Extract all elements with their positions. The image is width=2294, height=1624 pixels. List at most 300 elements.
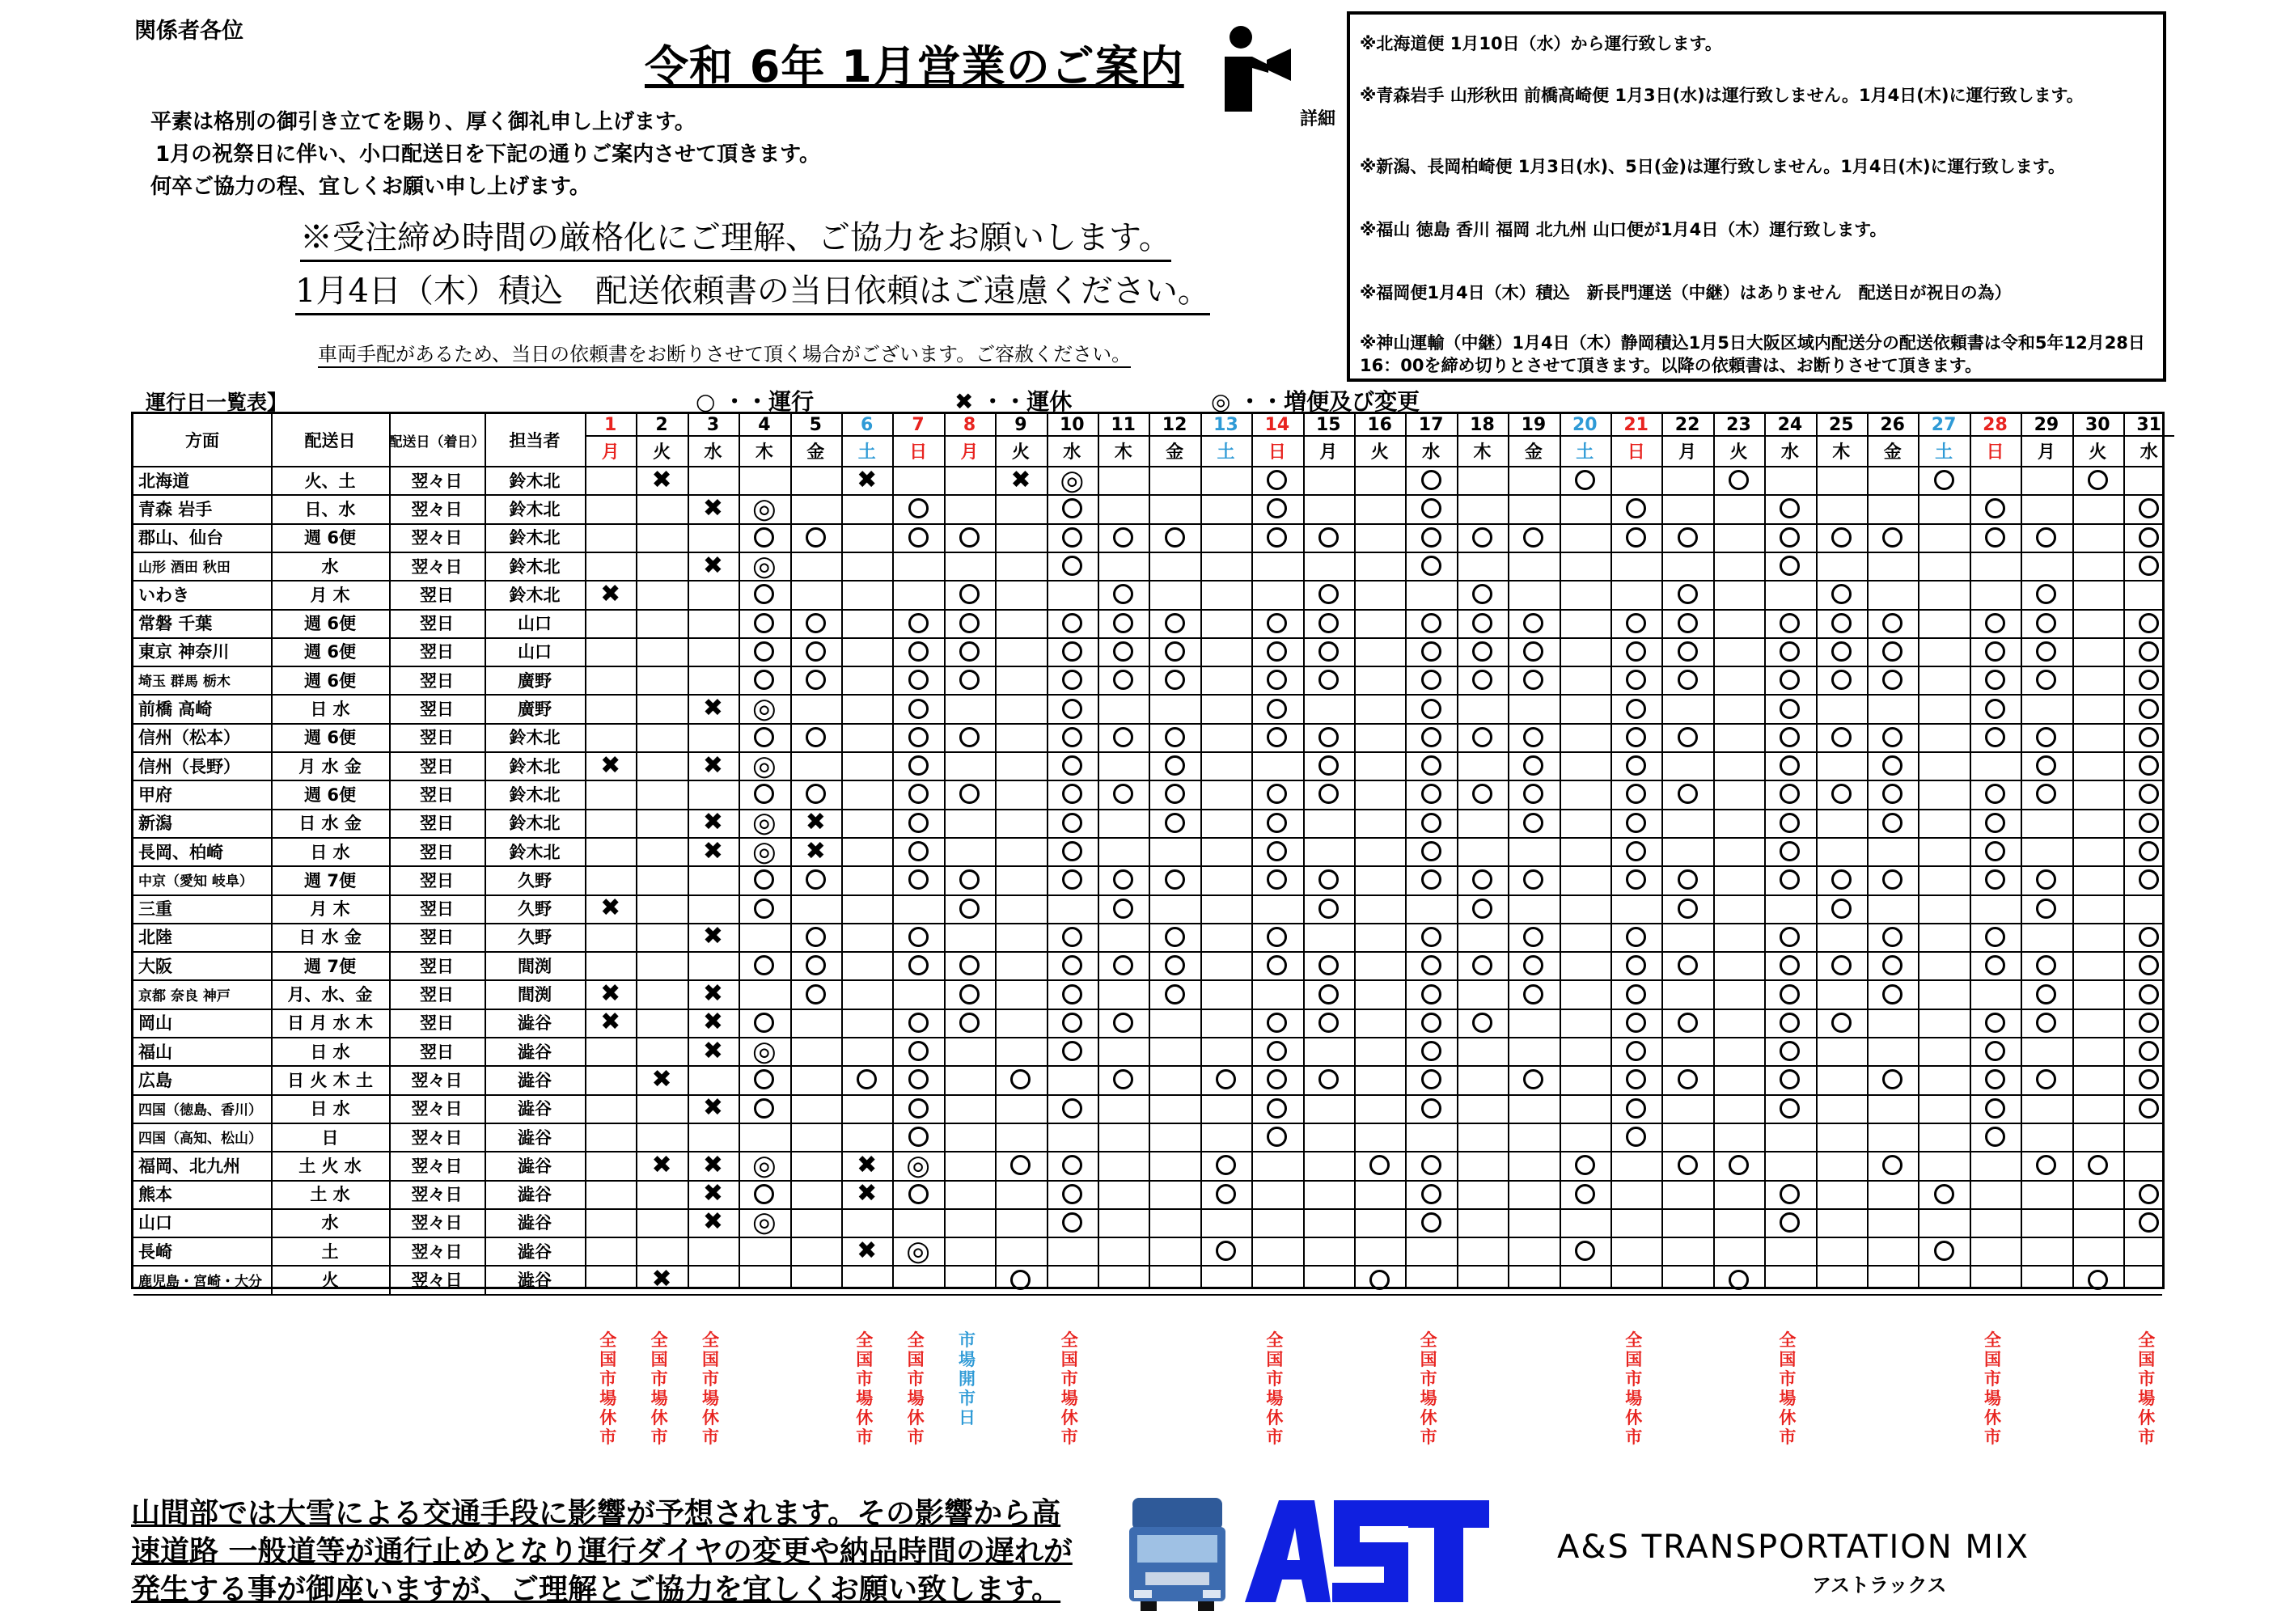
schedule-mark — [1457, 780, 1508, 808]
rest-mark-icon: ✖ — [857, 1179, 878, 1208]
run-mark-icon — [1882, 984, 1902, 1004]
run-mark-icon — [1318, 727, 1339, 747]
run-mark-icon — [908, 869, 929, 890]
run-mark-icon — [1062, 813, 1082, 833]
schedule-mark — [688, 694, 739, 722]
delivery-days: 週 6便 — [304, 728, 356, 748]
run-mark-icon — [2139, 955, 2159, 975]
schedule-mark — [841, 1237, 892, 1265]
schedule-mark — [1610, 666, 1661, 694]
run-mark-icon — [1780, 955, 1800, 975]
run-mark-icon — [1626, 527, 1646, 548]
schedule-mark — [892, 723, 943, 751]
schedule-mark — [892, 951, 943, 979]
person-in-charge: 鈴木北 — [509, 814, 561, 834]
run-mark-icon — [2139, 1184, 2159, 1204]
run-mark-icon — [2036, 1069, 2056, 1089]
run-mark-icon — [908, 1069, 929, 1089]
run-mark-icon — [1267, 955, 1287, 975]
route-area: 福山 — [138, 1042, 172, 1062]
weekday: 金 — [806, 442, 825, 463]
schedule-mark — [790, 865, 841, 894]
schedule-mark — [1867, 523, 1918, 552]
run-mark-icon — [1985, 527, 2005, 548]
run-mark-icon — [1882, 727, 1902, 747]
schedule-mark — [790, 809, 841, 837]
run-mark-icon — [1626, 641, 1646, 662]
schedule-mark — [1149, 666, 1200, 694]
arrival-day: 翌日 — [420, 899, 454, 920]
weekday: 火 — [1729, 442, 1748, 463]
schedule-mark — [892, 609, 943, 637]
run-mark-icon — [1575, 470, 1595, 490]
schedule-mark — [2123, 694, 2174, 722]
schedule-mark — [790, 666, 841, 694]
run-mark-icon — [754, 584, 774, 604]
run-mark-icon — [908, 1098, 929, 1119]
schedule-mark — [2021, 1151, 2072, 1179]
schedule-mark — [1610, 751, 1661, 780]
schedule-mark — [1764, 1208, 1815, 1237]
run-mark-icon — [2139, 670, 2159, 690]
route-area: 長崎 — [138, 1241, 172, 1262]
schedule-mark — [1508, 609, 1559, 637]
run-mark-icon — [1216, 1184, 1236, 1204]
schedule-mark — [688, 837, 739, 865]
run-mark-icon — [1780, 1041, 1800, 1061]
rest-mark-icon: ✖ — [702, 751, 724, 780]
run-mark-icon — [1934, 1184, 1954, 1204]
run-mark-icon — [1985, 1098, 2005, 1119]
run-mark-icon — [1934, 1241, 1954, 1261]
notice-item: ※福山 徳島 香川 福岡 北九州 山口便が1月4日（木）運行致します。 — [1360, 220, 1887, 239]
run-mark-icon — [1421, 1155, 1441, 1175]
schedule-mark — [1508, 1065, 1559, 1093]
schedule-mark — [892, 923, 943, 951]
schedule-mark — [1303, 666, 1354, 694]
person-in-charge: 鈴木北 — [509, 556, 561, 577]
schedule-mark — [1610, 637, 1661, 666]
run-mark-icon — [1626, 699, 1646, 719]
extra-mark-icon: ◎ — [752, 692, 777, 725]
route-area: 信州（長野） — [138, 756, 240, 776]
run-mark-icon — [1780, 755, 1800, 776]
schedule-mark — [1405, 494, 1456, 522]
schedule-mark — [1149, 923, 1200, 951]
schedule-mark — [995, 1265, 1046, 1293]
run-mark-icon — [2139, 927, 2159, 947]
schedule-mark — [1251, 494, 1302, 522]
schedule-mark — [944, 979, 995, 1008]
run-mark-icon — [2139, 498, 2159, 518]
arrival-day: 翌々日 — [411, 1241, 463, 1262]
schedule-mark — [1303, 1009, 1354, 1037]
run-mark-icon — [1421, 927, 1441, 947]
schedule-mark — [1970, 694, 2021, 722]
person-in-charge: 澁谷 — [518, 1013, 552, 1034]
run-mark-icon — [806, 784, 826, 804]
run-mark-icon — [1626, 727, 1646, 747]
schedule-mark — [1970, 1123, 2021, 1151]
schedule-mark — [688, 809, 739, 837]
route-area: 北陸 — [138, 928, 172, 948]
run-mark-icon — [2036, 727, 2056, 747]
schedule-mark — [1200, 1180, 1251, 1208]
schedule-mark — [1867, 780, 1918, 808]
route-area: 東京 神奈川 — [138, 642, 230, 662]
schedule-mark — [841, 1151, 892, 1179]
schedule-mark — [688, 552, 739, 580]
route-area: 熊本 — [138, 1185, 172, 1205]
schedule-mark — [1405, 923, 1456, 951]
schedule-mark — [1764, 694, 1815, 722]
run-mark-icon — [2139, 727, 2159, 747]
route-area: 山形 酒田 秋田 — [138, 560, 231, 577]
schedule-mark — [1251, 666, 1302, 694]
day-number: 18 — [1470, 414, 1495, 435]
schedule-mark — [892, 637, 943, 666]
schedule-mark — [1149, 637, 1200, 666]
person-in-charge: 鈴木北 — [509, 499, 561, 519]
day-number: 2 — [655, 414, 668, 435]
schedule-mark — [1098, 780, 1149, 808]
run-mark-icon — [806, 613, 826, 633]
schedule-mark — [1661, 1009, 1712, 1037]
market-note: 全 国 市 場 休 市 — [1420, 1330, 1437, 1447]
route-area: 常磐 千葉 — [138, 614, 213, 634]
schedule-mark — [1047, 809, 1098, 837]
schedule-mark — [1713, 1265, 1764, 1293]
rest-mark-icon: ✖ — [702, 1008, 724, 1037]
run-mark-icon — [1165, 869, 1185, 890]
day-number: 11 — [1111, 414, 1136, 435]
schedule-mark — [1251, 780, 1302, 808]
weekday: 水 — [1063, 442, 1081, 463]
intro-line-1: 平素は格別の御引き立てを賜り、厚く御礼申し上げます。 — [150, 110, 696, 134]
run-mark-icon — [1010, 1069, 1031, 1089]
schedule-mark — [790, 951, 841, 979]
schedule-mark — [1764, 666, 1815, 694]
route-area: 四国（徳島、香川） — [138, 1102, 262, 1119]
schedule-mark — [1816, 609, 1867, 637]
delivery-days: 日 水 金 — [298, 814, 362, 834]
arrival-day: 翌日 — [420, 1013, 454, 1034]
run-mark-icon — [1523, 755, 1543, 776]
schedule-mark — [1303, 751, 1354, 780]
run-mark-icon — [1472, 899, 1492, 919]
schedule-mark — [1303, 979, 1354, 1008]
arrival-day: 翌日 — [420, 700, 454, 720]
rest-mark-icon: ✖ — [600, 1008, 621, 1037]
arrival-day: 翌日 — [420, 642, 454, 662]
run-mark-icon — [1523, 869, 1543, 890]
rest-mark-icon: ✖ — [702, 1093, 724, 1123]
person-in-charge: 澁谷 — [518, 1127, 552, 1148]
day-number: 22 — [1674, 414, 1700, 435]
schedule-mark — [1661, 609, 1712, 637]
schedule-mark — [1764, 1037, 1815, 1065]
notice-emphasis: ※受注締め時間の厳格化にご理解、ご協力をお願いします。 — [300, 212, 1171, 262]
schedule-mark — [2123, 1094, 2174, 1123]
schedule-mark — [1816, 894, 1867, 923]
notice-date: 1月4日（木）積込 配送依頼書の当日依頼はご遠慮ください。 — [295, 265, 1210, 315]
schedule-mark — [2072, 466, 2123, 494]
arrival-day: 翌々日 — [411, 1271, 463, 1291]
extra-mark-icon: ◎ — [752, 1034, 777, 1068]
schedule-mark — [841, 1065, 892, 1093]
notice-item: ※青森岩手 山形秋田 前橋高崎便 1月3日(水)は運行致しません。1月4日(木)に運行致します。 — [1360, 86, 2084, 105]
schedule-mark — [1047, 865, 1098, 894]
schedule-mark — [2072, 1151, 2123, 1179]
run-mark-icon — [908, 670, 929, 690]
schedule-mark — [585, 894, 636, 923]
schedule-mark — [944, 1009, 995, 1037]
schedule-mark — [1303, 951, 1354, 979]
rest-mark-icon: ✖ — [702, 1207, 724, 1237]
schedule-mark — [892, 1148, 943, 1182]
arrival-day: 翌日 — [420, 728, 454, 748]
run-mark-icon — [1882, 613, 1902, 633]
schedule-mark — [1047, 666, 1098, 694]
schedule-mark — [1508, 951, 1559, 979]
rest-mark-icon: ✖ — [702, 493, 724, 522]
run-mark-icon — [908, 813, 929, 833]
arrival-day: 翌日 — [420, 614, 454, 634]
schedule-mark — [944, 894, 995, 923]
run-mark-icon — [908, 699, 929, 719]
market-note: 全 国 市 場 休 市 — [650, 1330, 668, 1447]
schedule-mark — [739, 951, 789, 979]
run-mark-icon — [1626, 984, 1646, 1004]
schedule-mark — [2021, 751, 2072, 780]
run-mark-icon — [1267, 1013, 1287, 1033]
schedule-mark — [1405, 809, 1456, 837]
run-mark-icon — [1678, 727, 1698, 747]
route-area: 新潟 — [138, 814, 172, 834]
market-note: 全 国 市 場 休 市 — [1060, 1330, 1078, 1447]
run-mark-icon — [754, 1013, 774, 1033]
schedule-mark — [790, 780, 841, 808]
delivery-days: 火、土 — [304, 471, 356, 491]
run-mark-icon — [2036, 613, 2056, 633]
extra-mark-icon: ◎ — [906, 1148, 930, 1182]
person-in-charge: 澁谷 — [518, 1213, 552, 1233]
schedule-mark — [585, 979, 636, 1008]
schedule-mark — [1610, 979, 1661, 1008]
schedule-mark — [1508, 637, 1559, 666]
schedule-mark — [1970, 523, 2021, 552]
run-mark-icon — [1421, 1212, 1441, 1233]
schedule-mark — [739, 492, 789, 525]
run-mark-icon — [1421, 556, 1441, 576]
day-number: 10 — [1059, 414, 1085, 435]
schedule-mark — [1149, 979, 1200, 1008]
run-mark-icon — [908, 927, 929, 947]
rest-mark-icon: ✖ — [702, 551, 724, 580]
run-mark-icon — [2139, 1212, 2159, 1233]
run-mark-icon — [2139, 556, 2159, 576]
person-in-charge: 澁谷 — [518, 1070, 552, 1090]
run-mark-icon — [1318, 784, 1339, 804]
run-mark-icon — [1062, 670, 1082, 690]
run-mark-icon — [1318, 869, 1339, 890]
day-number: 5 — [809, 414, 822, 435]
market-note: 全 国 市 場 休 市 — [599, 1330, 617, 1447]
run-mark-icon — [1421, 784, 1441, 804]
run-mark-icon — [1267, 813, 1287, 833]
run-mark-icon — [2139, 755, 2159, 776]
run-mark-icon — [1267, 641, 1287, 662]
schedule-mark — [2123, 1208, 2174, 1237]
schedule-mark — [636, 1265, 687, 1293]
schedule-mark — [1047, 609, 1098, 637]
day-number: 7 — [912, 414, 925, 435]
route-area: 埼玉 群馬 栃木 — [138, 674, 231, 691]
schedule-mark — [1303, 609, 1354, 637]
schedule-mark — [1251, 1094, 1302, 1123]
schedule-mark — [944, 951, 995, 979]
run-mark-icon — [908, 641, 929, 662]
run-mark-icon — [1678, 1069, 1698, 1089]
schedule-mark — [739, 806, 789, 839]
run-mark-icon — [754, 1098, 774, 1119]
run-mark-icon — [1985, 927, 2005, 947]
schedule-mark — [1251, 466, 1302, 494]
run-mark-icon — [1626, 1013, 1646, 1033]
weekday: 月 — [960, 442, 979, 463]
person-in-charge: 鈴木北 — [509, 785, 561, 805]
run-mark-icon — [1780, 527, 1800, 548]
run-mark-icon — [908, 527, 929, 548]
schedule-mark — [1047, 637, 1098, 666]
run-mark-icon — [1165, 813, 1185, 833]
schedule-mark — [1867, 751, 1918, 780]
schedule-mark — [1457, 723, 1508, 751]
day-number: 26 — [1880, 414, 1905, 435]
schedule-mark — [944, 637, 995, 666]
schedule-mark — [944, 723, 995, 751]
schedule-mark — [1610, 809, 1661, 837]
person-in-charge: 鈴木北 — [509, 842, 561, 862]
schedule-mark — [739, 865, 789, 894]
run-mark-icon — [1985, 813, 2005, 833]
schedule-mark — [1764, 552, 1815, 580]
arrival-day: 翌日 — [420, 785, 454, 805]
schedule-mark — [1457, 894, 1508, 923]
run-mark-icon — [1985, 955, 2005, 975]
weekday: 月 — [2037, 442, 2055, 463]
run-mark-icon — [1780, 1184, 1800, 1204]
run-mark-icon — [1678, 641, 1698, 662]
schedule-mark — [688, 1094, 739, 1123]
schedule-mark — [1251, 637, 1302, 666]
schedule-mark — [739, 666, 789, 694]
run-mark-icon — [1318, 955, 1339, 975]
delivery-days: 月 木 — [310, 899, 350, 920]
rest-mark-icon: ✖ — [702, 1036, 724, 1065]
run-mark-icon — [1113, 670, 1133, 690]
schedule-mark — [1970, 865, 2021, 894]
schedule-mark — [1251, 865, 1302, 894]
arrival-day: 翌々日 — [411, 499, 463, 519]
schedule-mark — [1661, 637, 1712, 666]
run-mark-icon — [2139, 984, 2159, 1004]
schedule-mark — [2123, 1037, 2174, 1065]
schedule-mark — [1405, 780, 1456, 808]
delivery-days: 日、水 — [304, 499, 356, 519]
run-mark-icon — [1985, 1069, 2005, 1089]
schedule-mark — [2021, 951, 2072, 979]
run-mark-icon — [2036, 641, 2056, 662]
schedule-mark — [1816, 723, 1867, 751]
day-number: 21 — [1623, 414, 1649, 435]
run-mark-icon — [1062, 1041, 1082, 1061]
schedule-mark — [1098, 865, 1149, 894]
schedule-mark — [1970, 923, 2021, 951]
run-mark-icon — [908, 755, 929, 776]
run-mark-icon — [1626, 1127, 1646, 1147]
run-mark-icon — [1882, 755, 1902, 776]
schedule-mark — [1560, 466, 1610, 494]
run-mark-icon — [1575, 1184, 1595, 1204]
extra-mark-icon: ◎ — [1060, 463, 1085, 497]
run-mark-icon — [1882, 927, 1902, 947]
schedule-mark — [944, 523, 995, 552]
schedule-mark — [1303, 580, 1354, 608]
schedule-mark — [1405, 865, 1456, 894]
run-mark-icon — [1421, 527, 1441, 548]
run-mark-icon — [1113, 727, 1133, 747]
schedule-mark — [892, 523, 943, 552]
run-mark-icon — [1575, 1241, 1595, 1261]
schedule-mark — [1867, 637, 1918, 666]
schedule-mark — [1405, 552, 1456, 580]
schedule-mark — [2021, 523, 2072, 552]
rest-mark-icon: ✖ — [805, 808, 826, 837]
run-mark-icon — [754, 869, 774, 890]
run-mark-icon — [1831, 955, 1852, 975]
delivery-days: 日 火 木 土 — [287, 1070, 373, 1090]
person-in-charge: 鈴木北 — [509, 756, 561, 776]
schedule-mark — [1764, 723, 1815, 751]
person-in-charge: 山口 — [518, 614, 552, 634]
schedule-mark — [1047, 1151, 1098, 1179]
schedule-mark — [1303, 865, 1354, 894]
run-mark-icon — [1523, 813, 1543, 833]
schedule-mark — [1970, 494, 2021, 522]
schedule-mark — [2123, 979, 2174, 1008]
schedule-mark — [1764, 1009, 1815, 1037]
schedule-mark — [892, 1037, 943, 1065]
run-mark-icon — [1729, 470, 1749, 490]
brand-name: A&S TRANSPORTATION MIX — [1557, 1529, 2030, 1566]
schedule-mark — [2072, 1265, 2123, 1293]
run-mark-icon — [1062, 984, 1082, 1004]
schedule-mark — [1918, 466, 1969, 494]
intro-line-3: 何卒ご協力の程、宜しくお願い申し上げます。 — [150, 175, 590, 199]
route-area: 福岡、北九州 — [138, 1156, 240, 1176]
route-area: 京都 奈良 神戸 — [138, 988, 231, 1004]
schedule-mark — [1457, 1009, 1508, 1037]
run-mark-icon — [1780, 1013, 1800, 1033]
run-mark-icon — [1678, 670, 1698, 690]
run-mark-icon — [806, 927, 826, 947]
run-mark-icon — [1421, 1098, 1441, 1119]
delivery-days: 日 — [321, 1127, 339, 1148]
run-mark-icon — [1831, 869, 1852, 890]
schedule-mark — [1047, 837, 1098, 865]
run-mark-icon — [754, 670, 774, 690]
